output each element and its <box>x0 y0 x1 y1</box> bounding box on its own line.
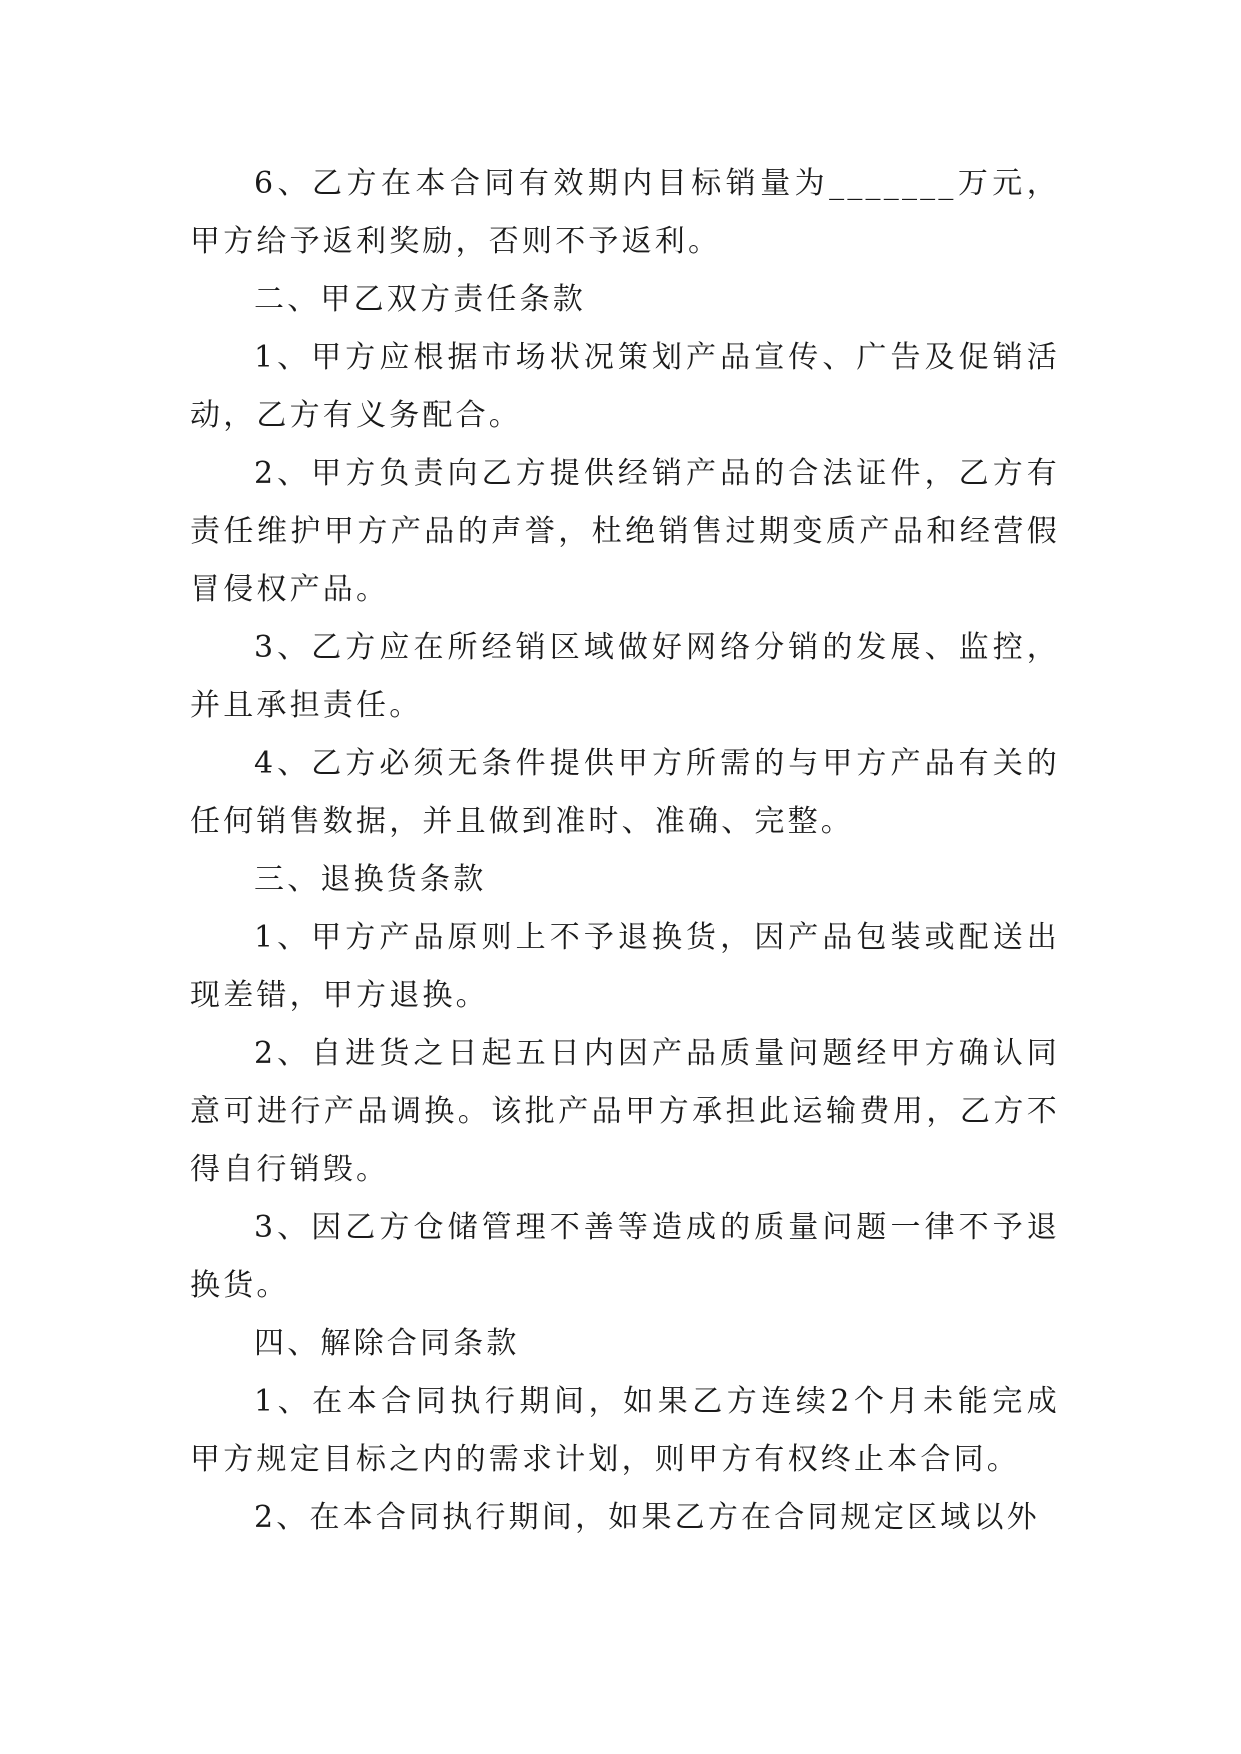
clause-1-promotion: 1、甲方应根据市场状况策划产品宣传、广告及促销活动，乙方有义务配合。 <box>190 340 1060 433</box>
clause-2-termination-region: 2、在本合同执行期间，如果乙方在合同规定区域以外 <box>254 1500 1040 1535</box>
section-heading-returns: 三、退换货条款 <box>254 862 487 897</box>
section-heading-termination: 四、解除合同条款 <box>254 1326 520 1361</box>
section-heading-responsibilities: 二、甲乙双方责任条款 <box>254 282 586 317</box>
clause-3-distribution: 3、乙方应在所经销区域做好网络分销的发展、监控，并且承担责任。 <box>190 630 1060 723</box>
clause-3-storage-issues: 3、因乙方仓储管理不善等造成的质量问题一律不予退换货。 <box>190 1210 1060 1303</box>
clause-1-no-returns: 1、甲方产品原则上不予退换货，因产品包装或配送出现差错，甲方退换。 <box>190 920 1060 1013</box>
document-body <box>190 155 1060 1547</box>
clause-2-quality-exchange: 2、自进货之日起五日内因产品质量问题经甲方确认同意可进行产品调换。该批产品甲方承担此运输费用，乙方不得自行销毁。 <box>190 1036 1060 1187</box>
clause-4-sales-data: 4、乙方必须无条件提供甲方所需的与甲方产品有关的任何销售数据，并且做到准时、准确、完整。 <box>190 746 1060 839</box>
clause-6-target-sales: 6、乙方在本合同有效期内目标销量为_______万元，甲方给予返利奖励，否则不予返利。 <box>190 166 1060 259</box>
clause-1-termination-target: 1、在本合同执行期间，如果乙方连续2个月未能完成甲方规定目标之内的需求计划，则甲方有权终止本合同。 <box>190 1384 1060 1477</box>
clause-2-certificates: 2、甲方负责向乙方提供经销产品的合法证件，乙方有责任维护甲方产品的声誉，杜绝销售过期变质产品和经营假冒侵权产品。 <box>190 456 1060 607</box>
